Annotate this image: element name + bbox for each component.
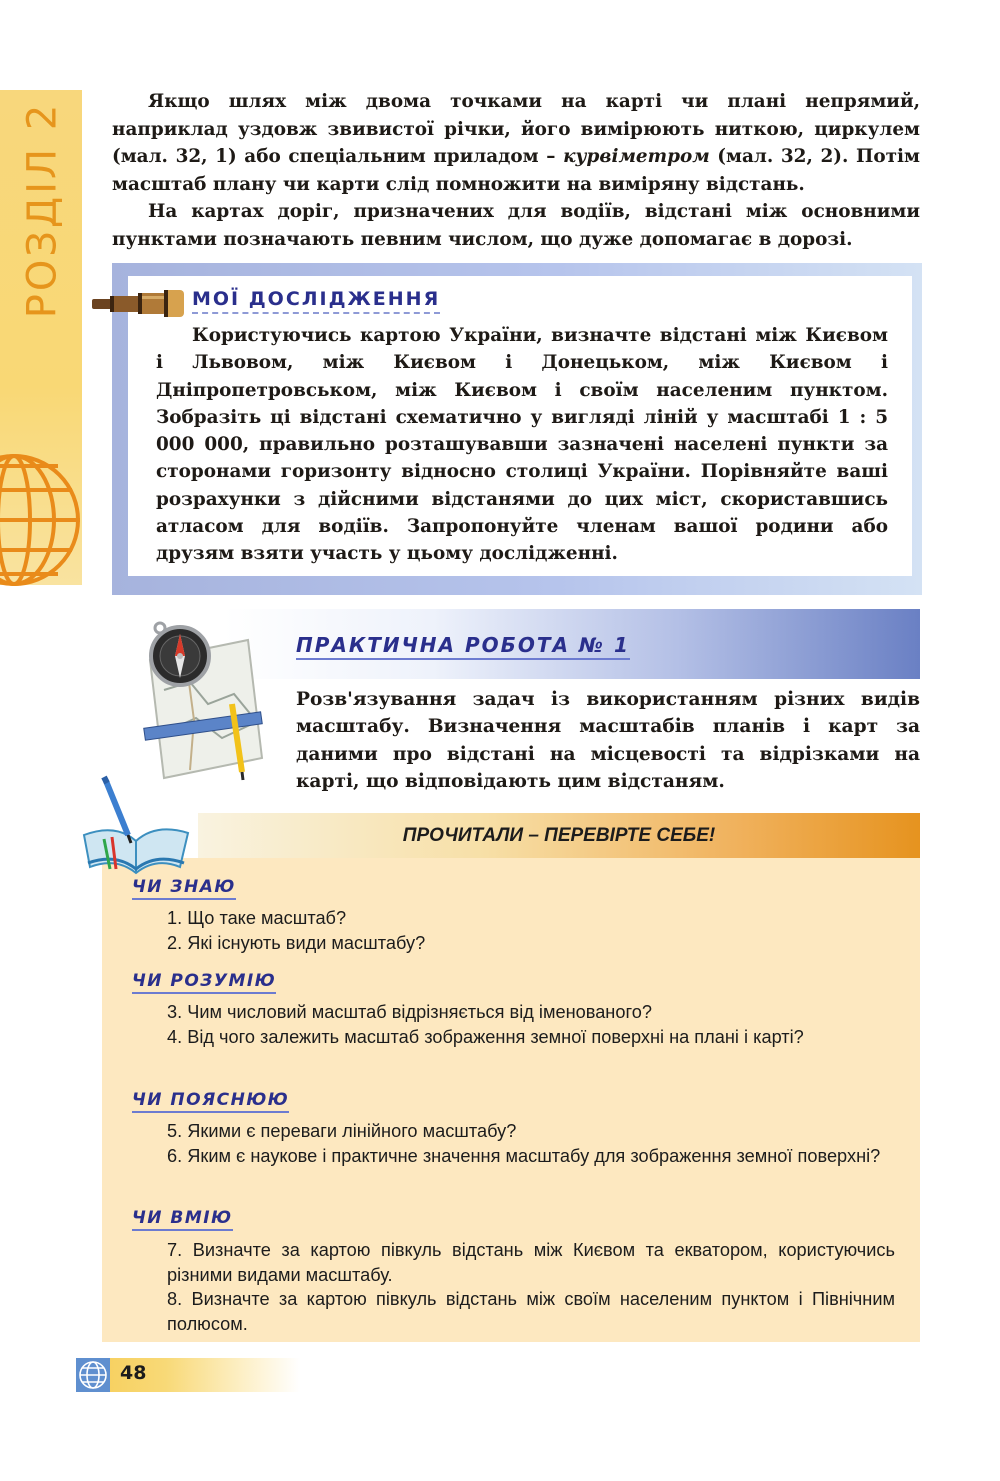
section-head-can: ЧИ ВМІЮ: [132, 1207, 233, 1231]
practice-text: Розв'язування задач із використанням різних видів масштабу. Визначення масштабів планів і карт за даними про відстані на місцевості та відрізками на карті, що відповідають цим відстаням.: [296, 689, 920, 792]
question-list-explain: [167, 1119, 895, 1168]
globe-small-icon: [76, 1358, 110, 1392]
intro-paragraph-2: На картах доріг, призначених для водіїв, відстані між основними пунктами позначають певним числом, що дуже допомагає в дорозі.: [112, 201, 920, 250]
section-head-know: ЧИ ЗНАЮ: [132, 876, 236, 900]
open-book-icon: [76, 775, 196, 880]
question-list-know: [167, 906, 895, 955]
page-number: 48: [120, 1362, 147, 1384]
question-list-can: [167, 1238, 895, 1336]
globe-icon: [0, 452, 86, 588]
list-item: 7. Визначте за картою півкуль відстань між Києвом та екватором, користуючись різними видами масштабу.: [167, 1240, 895, 1285]
list-item: 5. Якими є переваги лінійного масштабу?: [167, 1121, 517, 1141]
list-item: 4. Від чого залежить масштаб зображення земної поверхні на плані і карті?: [167, 1026, 804, 1047]
list-item: 8. Визначте за картою півкуль відстань між своїм населеним пунктом і Північним полюсом.: [167, 1289, 895, 1334]
list-item: 2. Які існують види масштабу?: [167, 932, 426, 953]
intro-paragraph-1: Якщо шлях між двома точками на карті чи плані непрямий, наприклад уздовж звивистої річки, його вимірюють ниткою, циркулем (мал. 32, 1) або спеціальним приладом – курвіметром (мал. 32, 2). Потім масштаб плану чи карти слід помножити на виміряну відстань.: [112, 91, 920, 195]
practice-title: ПРАКТИЧНА РОБОТА № 1: [296, 633, 630, 660]
question-list-understand: [167, 1000, 895, 1049]
kurvimeter-term: курвіметром: [563, 146, 710, 167]
compass-map-icon: [130, 620, 270, 785]
intro-text: [112, 88, 920, 253]
list-item: 3. Чим числовий масштаб відрізняється від іменованого?: [167, 1002, 652, 1022]
research-title: МОЇ ДОСЛІДЖЕННЯ: [192, 288, 440, 314]
spyglass-icon: [88, 285, 188, 321]
section-head-explain: ЧИ ПОЯСНЮЮ: [132, 1089, 289, 1113]
list-item: 6. Яким є наукове і практичне значення масштабу для зображення земної поверхні?: [167, 1145, 881, 1166]
self-check-title: ПРОЧИТАЛИ – ПЕРЕВІРТЕ СЕБЕ!: [402, 825, 716, 846]
section-head-understand: ЧИ РОЗУМІЮ: [132, 970, 276, 994]
research-text: Користуючись картою України, визначте відстані між Києвом і Львовом, між Києвом і Донецьком, між Києвом і Дніпропетровськом, між Києвом і своїм населеним пунктом. Зобразіть ці відстані схематично у вигляді ліній у масштабі 1 : 5 000 000, правильно розташувавши зазначені населені пункти за сторонами горизонту відносно столиці України. Порівняйте ваші розрахунки з дійсними відстанями до цих міст, скориставшись атласом для водіїв. Запропонуйте членам вашої родини або друзям взяти участь у цьому дослідженні.: [156, 325, 888, 565]
chapter-label: РОЗДІЛ 2: [19, 101, 66, 319]
list-item: 1. Що таке масштаб?: [167, 908, 347, 928]
